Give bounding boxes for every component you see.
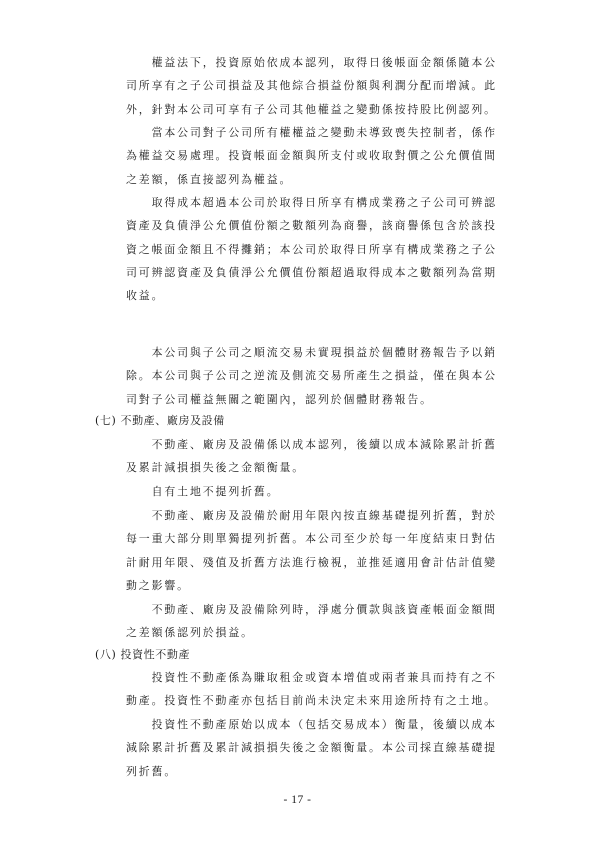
- page-number: - 17 -: [283, 794, 312, 806]
- text-line: 投資性不動產係為賺取租金或資本增值或兩者兼具而持有之不: [126, 671, 497, 684]
- text-line: 動產。投資性不動產亦包括目前尚未決定未來用途所持有之土地。: [126, 694, 497, 708]
- text-line: 收益。: [126, 289, 165, 303]
- text-line: 之差額係認列於損益。: [126, 626, 254, 640]
- paragraph-investment-property-measurement: [126, 713, 536, 783]
- text-line: 計耐用年限、殘值及折舊方法進行檢視，並推延適用會計估計值變: [126, 555, 497, 569]
- paragraph-depreciation: [126, 504, 536, 597]
- text-line: 司對子公司權益無關之範圍內，認列於個體財務報告。: [126, 392, 433, 406]
- section-heading-property-plant-equipment: (七) 不動產、廠房及設備: [95, 414, 225, 427]
- text-line: 投資性不動產原始以成本（包括交易成本）衡量，後續以成本: [126, 718, 497, 731]
- text-line: 自有土地不提列折舊。: [126, 485, 280, 498]
- section-heading-investment-property: (八) 投資性不動產: [95, 648, 191, 661]
- paragraph-ppe-measurement: [126, 433, 536, 480]
- text-line: 之差額，係直接認列為權益。: [126, 172, 293, 186]
- paragraph-downstream-transactions: [126, 341, 536, 411]
- text-line: 當本公司對子公司所有權權益之變動未導致喪失控制者，係作: [126, 126, 497, 139]
- paragraph-land: [126, 480, 536, 503]
- text-line: 取得成本超過本公司於取得日所享有構成業務之子公司可辨認: [126, 196, 497, 209]
- text-line: 資產及負債淨公允價值份額之數額列為商譽，該商譽係包含於該投: [126, 219, 497, 233]
- text-line: 列折舊。: [126, 764, 178, 778]
- text-line: 不動產、廠房及設備除列時，淨處分價款與該資產帳面金額間: [126, 603, 497, 616]
- paragraph-equity-method: [126, 51, 536, 121]
- text-line: 不動產、廠房及設備於耐用年限內按直線基礎提列折舊，對於: [126, 509, 497, 522]
- text-line: 動之影響。: [126, 578, 190, 592]
- text-line: 外，針對本公司可享有子公司其他權益之變動係按持股比例認列。: [126, 102, 497, 116]
- text-line: 司所享有之子公司損益及其他綜合損益份額與利潤分配而增減。此: [126, 79, 497, 93]
- text-line: 每一重大部分則單獨提列折舊。本公司至少於每一年度結束日對估: [126, 532, 497, 546]
- paragraph-investment-property-definition: [126, 666, 536, 713]
- paragraph-goodwill: [126, 191, 536, 307]
- text-line: 及累計減損損失後之金額衡量。: [126, 461, 306, 475]
- text-line: 為權益交易處理。投資帳面金額與所支付或收取對價之公允價值間: [126, 149, 497, 163]
- text-line: 權益法下，投資原始依成本認列，取得日後帳面金額係隨本公: [126, 56, 497, 69]
- paragraph-derecognition: [126, 598, 536, 645]
- text-line: 司可辨認資產及負債淨公允價值份額超過取得成本之數額列為當期: [126, 265, 497, 279]
- paragraph-ownership-change: [126, 121, 536, 191]
- text-line: 資之帳面金額且不得攤銷；本公司於取得日所享有構成業務之子公: [126, 242, 497, 256]
- text-line: 除。本公司與子公司之逆流及側流交易所產生之損益，僅在與本公: [126, 369, 497, 383]
- text-line: 本公司與子公司之順流交易未實現損益於個體財務報告予以銷: [126, 346, 497, 359]
- text-line: 減除累計折舊及累計減損損失後之金額衡量。本公司採直線基礎提: [126, 741, 497, 755]
- text-line: 不動產、廠房及設備係以成本認列，後續以成本減除累計折舊: [126, 438, 497, 451]
